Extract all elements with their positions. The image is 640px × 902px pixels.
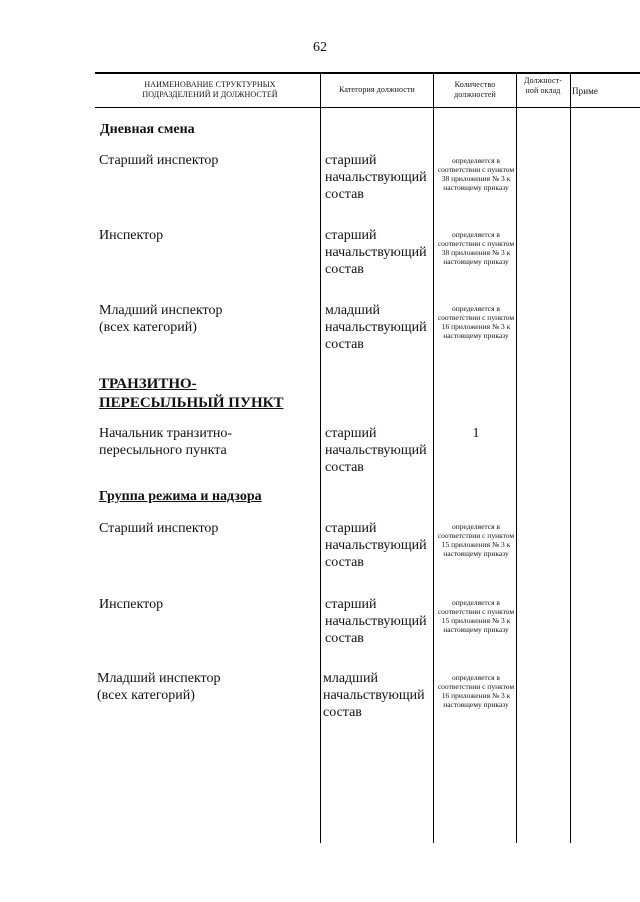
table-row-category: старший начальствующий состав [325, 597, 427, 646]
table-row-name: Младший инспектор (всех категорий) [97, 671, 221, 703]
table-top-rule [95, 72, 640, 74]
table-row-category: старший начальствующий состав [325, 521, 427, 570]
header-notes: Приме [572, 86, 599, 96]
section-title-transit-point: ТРАНЗИТНО-ПЕРЕСЫЛЬНЫЙ ПУНКТ [99, 376, 284, 411]
header-salary: Должност-ной оклад [524, 76, 562, 95]
column-divider-3 [516, 73, 517, 843]
table-row-name: Младший инспектор (всех категорий) [99, 303, 223, 335]
table-row-quantity: определяется в соответствии с пунктом 38 приложения № 3 к настоящему приказу [437, 230, 515, 266]
table-row-category: младший начальствующий состав [323, 671, 425, 720]
table-row-quantity: определяется в соответствии с пунктом 15 приложения № 3 к настоящему приказу [437, 598, 515, 634]
table-row-category: младший начальствующий состав [325, 303, 427, 352]
header-structural-units: НАИМЕНОВАНИЕ СТРУКТУРНЫХ ПОДРАЗДЕЛЕНИЙ И ДОЛЖНОСТЕЙ [142, 80, 278, 99]
table-row-quantity: определяется в соответствии с пунктом 16 приложения № 3 к настоящему приказу [437, 673, 515, 709]
table-row-name: Начальник транзитно-пересыльного пункта [99, 426, 233, 458]
section-title-day-shift: Дневная смена [100, 122, 195, 137]
column-divider-1 [320, 73, 321, 843]
header-position-count: Количество должностей [454, 80, 496, 99]
table-row-name: Старший инспектор [99, 153, 219, 168]
table-header-rule [95, 107, 640, 108]
table-row-quantity: 1 [472, 426, 480, 441]
table-row-quantity: определяется в соответствии с пунктом 15 приложения № 3 к настоящему приказу [437, 522, 515, 558]
header-position-category: Категория должности [339, 85, 415, 94]
table-row-category: старший начальствующий состав [325, 426, 427, 475]
table-row-name: Инспектор [99, 228, 164, 243]
table-row-name: Старший инспектор [99, 521, 219, 536]
table-row-quantity: определяется в соответствии с пунктом 38 приложения № 3 к настоящему приказу [437, 156, 515, 192]
table-row-quantity: определяется в соответствии с пунктом 16 приложения № 3 к настоящему приказу [437, 304, 515, 340]
page-number: 62 [313, 40, 327, 55]
column-divider-4 [570, 73, 571, 843]
section-title-regime-group: Группа режима и надзора [99, 489, 262, 504]
table-row-category: старший начальствующий состав [325, 153, 427, 202]
table-row-name: Инспектор [99, 597, 164, 612]
table-row-category: старший начальствующий состав [325, 228, 427, 277]
